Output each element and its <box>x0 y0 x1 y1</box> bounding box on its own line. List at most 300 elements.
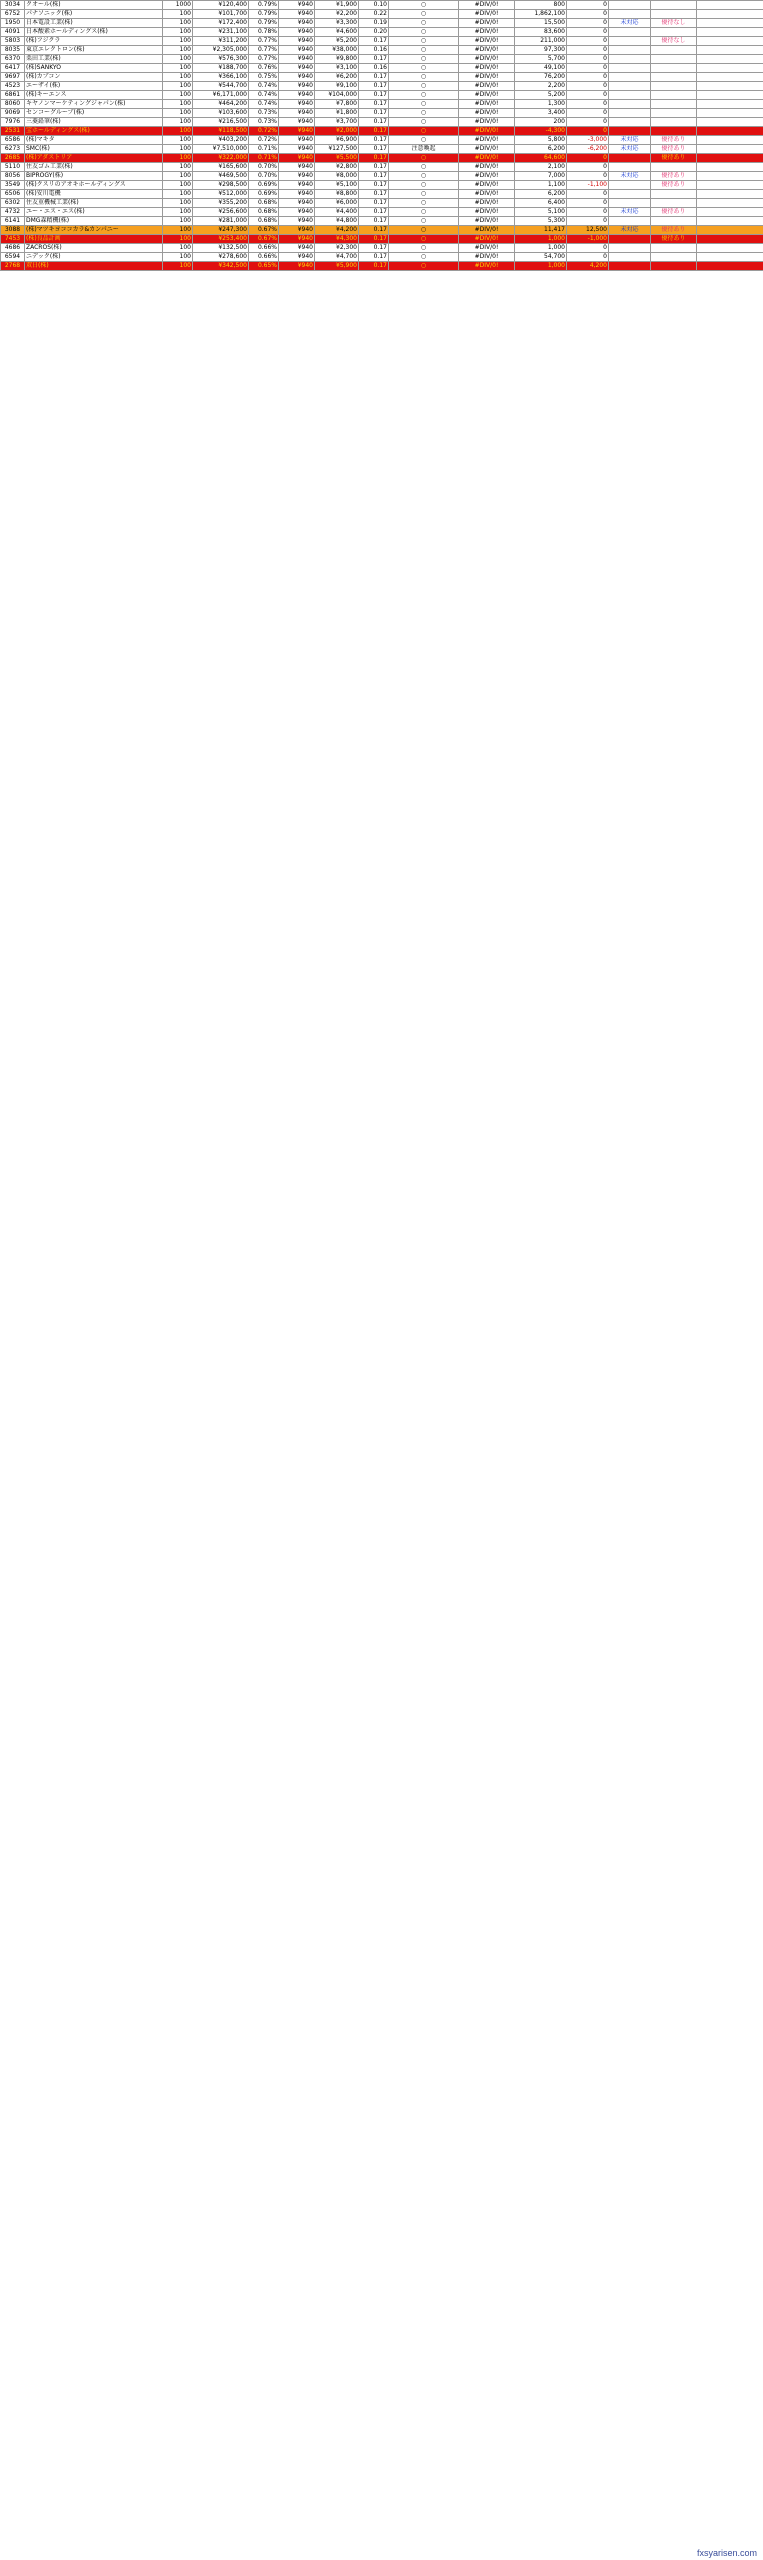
cell-v1: 5,200 <box>515 91 567 100</box>
table-row <box>1 10 763 19</box>
cell-mark: ○ <box>389 217 459 226</box>
cell-blank <box>697 253 763 262</box>
cell-unit: 100 <box>163 73 193 82</box>
cell-v1: 3,400 <box>515 109 567 118</box>
cell-name: SMC(株) <box>25 145 163 154</box>
cell-unit: 100 <box>163 244 193 253</box>
cell-cost: ¥5,200 <box>315 37 359 46</box>
cell-cost: ¥4,200 <box>315 226 359 235</box>
cell-v1: 11,417 <box>515 226 567 235</box>
cell-flag <box>609 82 651 91</box>
table-row <box>1 1 763 10</box>
cell-prem: 0.17 <box>359 244 389 253</box>
cell-blank <box>697 91 763 100</box>
cell-cost: ¥8,000 <box>315 172 359 181</box>
cell-ref: #DIV/0! <box>459 1 515 10</box>
cell-mark: ○ <box>389 46 459 55</box>
cell-rate: 0.74% <box>249 91 279 100</box>
cell-name: (株)安川電機 <box>25 190 163 199</box>
cell-unit: 100 <box>163 100 193 109</box>
cell-blank <box>697 208 763 217</box>
cell-mark: ○ <box>389 118 459 127</box>
cell-prem: 0.19 <box>359 19 389 28</box>
cell-fee: ¥940 <box>279 199 315 208</box>
cell-price: ¥366,100 <box>193 73 249 82</box>
cell-cost: ¥5,900 <box>315 262 359 271</box>
cell-cost: ¥4,300 <box>315 235 359 244</box>
cell-name: センコーグループ(株) <box>25 109 163 118</box>
cell-blank <box>697 181 763 190</box>
cell-unit: 100 <box>163 109 193 118</box>
cell-cost: ¥2,300 <box>315 244 359 253</box>
cell-v1: 49,100 <box>515 64 567 73</box>
table-row <box>1 253 763 262</box>
cell-ref: #DIV/0! <box>459 109 515 118</box>
cell-code: 8056 <box>1 172 25 181</box>
cell-code: 8035 <box>1 46 25 55</box>
cell-fee: ¥940 <box>279 10 315 19</box>
cell-mark: 注意喚起 <box>389 145 459 154</box>
cell-price: ¥355,200 <box>193 199 249 208</box>
cell-rate: 0.78% <box>249 28 279 37</box>
cell-fee: ¥940 <box>279 19 315 28</box>
cell-blank <box>697 28 763 37</box>
cell-note <box>651 10 697 19</box>
cell-note <box>651 127 697 136</box>
cell-prem: 0.17 <box>359 154 389 163</box>
cell-v2: 0 <box>567 37 609 46</box>
cell-rate: 0.67% <box>249 235 279 244</box>
cell-note <box>651 91 697 100</box>
cell-mark: ○ <box>389 19 459 28</box>
cell-unit: 100 <box>163 55 193 64</box>
cell-name: 住友ゴム工業(株) <box>25 163 163 172</box>
cell-mark: ○ <box>389 100 459 109</box>
table-row <box>1 217 763 226</box>
watermark: fxsyarisen.com <box>696 2548 757 2558</box>
cell-name: ユー・エス・エス(株) <box>25 208 163 217</box>
cell-cost: ¥5,100 <box>315 181 359 190</box>
cell-unit: 100 <box>163 127 193 136</box>
cell-name: キヤノンマーケティングジャパン(株) <box>25 100 163 109</box>
cell-code: 7976 <box>1 118 25 127</box>
cell-fee: ¥940 <box>279 82 315 91</box>
cell-fee: ¥940 <box>279 1 315 10</box>
cell-v2: 0 <box>567 244 609 253</box>
cell-note: 優待あり <box>651 154 697 163</box>
cell-name: (株)良品計画 <box>25 235 163 244</box>
cell-cost: ¥1,800 <box>315 109 359 118</box>
cell-unit: 100 <box>163 235 193 244</box>
cell-code: 9069 <box>1 109 25 118</box>
cell-mark: ○ <box>389 55 459 64</box>
cell-fee: ¥940 <box>279 163 315 172</box>
cell-cost: ¥2,000 <box>315 127 359 136</box>
cell-rate: 0.71% <box>249 154 279 163</box>
cell-rate: 0.77% <box>249 46 279 55</box>
cell-unit: 100 <box>163 163 193 172</box>
cell-code: 2531 <box>1 127 25 136</box>
cell-blank <box>697 145 763 154</box>
cell-mark: ○ <box>389 244 459 253</box>
cell-fee: ¥940 <box>279 262 315 271</box>
cell-fee: ¥940 <box>279 100 315 109</box>
table-row <box>1 226 763 235</box>
cell-unit: 100 <box>163 118 193 127</box>
cell-prem: 0.17 <box>359 136 389 145</box>
cell-v2: 4,200 <box>567 262 609 271</box>
cell-rate: 0.70% <box>249 163 279 172</box>
cell-flag: 未対応 <box>609 172 651 181</box>
cell-rate: 0.68% <box>249 208 279 217</box>
cell-unit: 100 <box>163 172 193 181</box>
cell-unit: 100 <box>163 190 193 199</box>
cell-cost: ¥38,000 <box>315 46 359 55</box>
table-row <box>1 208 763 217</box>
cell-price: ¥118,500 <box>193 127 249 136</box>
cell-price: ¥103,600 <box>193 109 249 118</box>
cell-name: 宝ホールディングス(株) <box>25 127 163 136</box>
cell-ref: #DIV/0! <box>459 100 515 109</box>
cell-v2: 0 <box>567 208 609 217</box>
cell-fee: ¥940 <box>279 127 315 136</box>
cell-rate: 0.79% <box>249 19 279 28</box>
cell-price: ¥278,600 <box>193 253 249 262</box>
cell-code: 1950 <box>1 19 25 28</box>
cell-price: ¥6,171,000 <box>193 91 249 100</box>
cell-ref: #DIV/0! <box>459 82 515 91</box>
cell-cost: ¥3,100 <box>315 64 359 73</box>
table-row <box>1 172 763 181</box>
cell-prem: 0.17 <box>359 181 389 190</box>
cell-name: (株)カプコン <box>25 73 163 82</box>
cell-note <box>651 82 697 91</box>
cell-mark: ○ <box>389 262 459 271</box>
cell-rate: 0.66% <box>249 253 279 262</box>
cell-v1: 800 <box>515 1 567 10</box>
cell-prem: 0.17 <box>359 109 389 118</box>
cell-v1: 6,200 <box>515 190 567 199</box>
cell-prem: 0.17 <box>359 226 389 235</box>
cell-rate: 0.69% <box>249 190 279 199</box>
cell-code: 2768 <box>1 262 25 271</box>
cell-blank <box>697 19 763 28</box>
cell-cost: ¥3,700 <box>315 118 359 127</box>
cell-unit: 100 <box>163 19 193 28</box>
cell-flag <box>609 127 651 136</box>
cell-unit: 100 <box>163 199 193 208</box>
cell-ref: #DIV/0! <box>459 199 515 208</box>
cell-flag <box>609 64 651 73</box>
cell-v1: 97,300 <box>515 46 567 55</box>
cell-note <box>651 1 697 10</box>
cell-flag: 未対応 <box>609 226 651 235</box>
cell-v2: 0 <box>567 46 609 55</box>
cell-price: ¥281,000 <box>193 217 249 226</box>
cell-fee: ¥940 <box>279 118 315 127</box>
cell-rate: 0.71% <box>249 145 279 154</box>
cell-blank <box>697 244 763 253</box>
cell-rate: 0.68% <box>249 199 279 208</box>
cell-mark: ○ <box>389 190 459 199</box>
cell-cost: ¥2,200 <box>315 10 359 19</box>
cell-flag <box>609 55 651 64</box>
cell-code: 6506 <box>1 190 25 199</box>
cell-note <box>651 118 697 127</box>
cell-note: 優待あり <box>651 172 697 181</box>
cell-note: 優待あり <box>651 136 697 145</box>
cell-note <box>651 262 697 271</box>
cell-mark: ○ <box>389 208 459 217</box>
cell-blank <box>697 118 763 127</box>
cell-cost: ¥5,500 <box>315 154 359 163</box>
cell-mark: ○ <box>389 10 459 19</box>
cell-v2: 0 <box>567 217 609 226</box>
cell-code: 8060 <box>1 100 25 109</box>
cell-note <box>651 28 697 37</box>
cell-unit: 100 <box>163 145 193 154</box>
cell-name: (株)マツキヨココカラ&カンパニー <box>25 226 163 235</box>
cell-unit: 100 <box>163 10 193 19</box>
cell-blank <box>697 127 763 136</box>
cell-flag <box>609 118 651 127</box>
cell-blank <box>697 172 763 181</box>
cell-code: 6594 <box>1 253 25 262</box>
cell-name: エーザイ(株) <box>25 82 163 91</box>
cell-flag <box>609 217 651 226</box>
cell-name: 日本電設工業(株) <box>25 19 163 28</box>
cell-v1: 5,800 <box>515 136 567 145</box>
cell-ref: #DIV/0! <box>459 73 515 82</box>
cell-name: 双日(株) <box>25 262 163 271</box>
cell-mark: ○ <box>389 82 459 91</box>
cell-blank <box>697 64 763 73</box>
cell-name: 栗田工業(株) <box>25 55 163 64</box>
cell-mark: ○ <box>389 73 459 82</box>
cell-v2: -6,200 <box>567 145 609 154</box>
cell-name: (株)キーエンス <box>25 91 163 100</box>
cell-v2: 0 <box>567 253 609 262</box>
cell-note <box>651 46 697 55</box>
cell-note <box>651 109 697 118</box>
cell-fee: ¥940 <box>279 172 315 181</box>
cell-price: ¥256,600 <box>193 208 249 217</box>
cell-ref: #DIV/0! <box>459 253 515 262</box>
cell-flag: 未対応 <box>609 145 651 154</box>
cell-ref: #DIV/0! <box>459 244 515 253</box>
cell-cost: ¥7,800 <box>315 100 359 109</box>
cell-prem: 0.17 <box>359 262 389 271</box>
cell-note: 優待あり <box>651 226 697 235</box>
cell-note: 優待あり <box>651 208 697 217</box>
cell-name: DMG森精機(株) <box>25 217 163 226</box>
cell-mark: ○ <box>389 154 459 163</box>
cell-v2: 0 <box>567 73 609 82</box>
cell-price: ¥544,700 <box>193 82 249 91</box>
cell-unit: 100 <box>163 253 193 262</box>
cell-code: 5803 <box>1 37 25 46</box>
cell-fee: ¥940 <box>279 46 315 55</box>
cell-flag <box>609 181 651 190</box>
cell-v2: 0 <box>567 118 609 127</box>
cell-flag <box>609 1 651 10</box>
cell-cost: ¥9,100 <box>315 82 359 91</box>
cell-fee: ¥940 <box>279 145 315 154</box>
cell-price: ¥464,200 <box>193 100 249 109</box>
cell-flag <box>609 262 651 271</box>
cell-ref: #DIV/0! <box>459 190 515 199</box>
cell-fee: ¥940 <box>279 226 315 235</box>
cell-blank <box>697 217 763 226</box>
cell-price: ¥253,400 <box>193 235 249 244</box>
cell-v2: 0 <box>567 82 609 91</box>
cell-ref: #DIV/0! <box>459 91 515 100</box>
cell-cost: ¥6,900 <box>315 136 359 145</box>
cell-rate: 0.65% <box>249 262 279 271</box>
cell-v1: 1,100 <box>515 181 567 190</box>
cell-prem: 0.17 <box>359 172 389 181</box>
cell-code: 6417 <box>1 64 25 73</box>
cell-rate: 0.79% <box>249 1 279 10</box>
cell-unit: 100 <box>163 154 193 163</box>
cell-name: ニデック(株) <box>25 253 163 262</box>
cell-rate: 0.68% <box>249 217 279 226</box>
cell-flag <box>609 244 651 253</box>
cell-price: ¥469,500 <box>193 172 249 181</box>
cell-flag <box>609 28 651 37</box>
cell-rate: 0.70% <box>249 172 279 181</box>
cell-rate: 0.74% <box>249 100 279 109</box>
cell-mark: ○ <box>389 235 459 244</box>
cell-code: 6752 <box>1 10 25 19</box>
cell-code: 3549 <box>1 181 25 190</box>
cell-rate: 0.73% <box>249 109 279 118</box>
table-body <box>1 1 763 271</box>
cell-mark: ○ <box>389 199 459 208</box>
cell-v2: 0 <box>567 100 609 109</box>
cell-note <box>651 190 697 199</box>
cell-fee: ¥940 <box>279 136 315 145</box>
cell-unit: 100 <box>163 91 193 100</box>
cell-unit: 100 <box>163 64 193 73</box>
cell-prem: 0.16 <box>359 64 389 73</box>
cell-v1: 6,200 <box>515 145 567 154</box>
cell-name: (株)フジクラ <box>25 37 163 46</box>
cell-rate: 0.72% <box>249 127 279 136</box>
cell-v2: 12,500 <box>567 226 609 235</box>
cell-blank <box>697 154 763 163</box>
cell-fee: ¥940 <box>279 28 315 37</box>
table-row <box>1 28 763 37</box>
table-row <box>1 244 763 253</box>
cell-v1: 2,200 <box>515 82 567 91</box>
cell-rate: 0.74% <box>249 82 279 91</box>
cell-price: ¥231,100 <box>193 28 249 37</box>
cell-v1: -4,300 <box>515 127 567 136</box>
cell-v1: 54,700 <box>515 253 567 262</box>
cell-unit: 100 <box>163 208 193 217</box>
cell-fee: ¥940 <box>279 208 315 217</box>
cell-mark: ○ <box>389 253 459 262</box>
cell-rate: 0.73% <box>249 118 279 127</box>
cell-cost: ¥3,300 <box>315 19 359 28</box>
cell-fee: ¥940 <box>279 109 315 118</box>
cell-price: ¥311,200 <box>193 37 249 46</box>
cell-fee: ¥940 <box>279 190 315 199</box>
cell-v1: 7,000 <box>515 172 567 181</box>
cell-v2: -1,000 <box>567 235 609 244</box>
cell-v1: 5,700 <box>515 55 567 64</box>
cell-rate: 0.77% <box>249 37 279 46</box>
cell-v2: -3,000 <box>567 136 609 145</box>
cell-blank <box>697 37 763 46</box>
cell-rate: 0.76% <box>249 64 279 73</box>
cell-note <box>651 244 697 253</box>
cell-code: 6273 <box>1 145 25 154</box>
cell-ref: #DIV/0! <box>459 172 515 181</box>
table-row <box>1 262 763 271</box>
cell-fee: ¥940 <box>279 64 315 73</box>
cell-v1: 76,200 <box>515 73 567 82</box>
cell-ref: #DIV/0! <box>459 181 515 190</box>
cell-blank <box>697 55 763 64</box>
cell-blank <box>697 163 763 172</box>
cell-name: 住友重機械工業(株) <box>25 199 163 208</box>
cell-blank <box>697 235 763 244</box>
cell-v2: 0 <box>567 172 609 181</box>
cell-ref: #DIV/0! <box>459 136 515 145</box>
cell-blank <box>697 82 763 91</box>
cell-unit: 100 <box>163 46 193 55</box>
cell-name: 東京エレクトロン(株) <box>25 46 163 55</box>
cell-v2: 0 <box>567 28 609 37</box>
cell-price: ¥403,200 <box>193 136 249 145</box>
cell-price: ¥101,700 <box>193 10 249 19</box>
table-row <box>1 163 763 172</box>
cell-price: ¥120,400 <box>193 1 249 10</box>
cell-unit: 1000 <box>163 1 193 10</box>
cell-ref: #DIV/0! <box>459 10 515 19</box>
cell-name: クオール(株) <box>25 1 163 10</box>
table-row <box>1 127 763 136</box>
cell-flag <box>609 163 651 172</box>
cell-note: 優待なし <box>651 37 697 46</box>
cell-blank <box>697 136 763 145</box>
cell-v2: 0 <box>567 91 609 100</box>
cell-v2: -1,100 <box>567 181 609 190</box>
table-row <box>1 91 763 100</box>
cell-ref: #DIV/0! <box>459 55 515 64</box>
cell-mark: ○ <box>389 1 459 10</box>
cell-code: 9697 <box>1 73 25 82</box>
cell-prem: 0.17 <box>359 37 389 46</box>
cell-rate: 0.69% <box>249 181 279 190</box>
cell-price: ¥322,000 <box>193 154 249 163</box>
table-row <box>1 118 763 127</box>
cell-mark: ○ <box>389 163 459 172</box>
table-row <box>1 145 763 154</box>
cell-note <box>651 55 697 64</box>
cell-v1: 83,600 <box>515 28 567 37</box>
cell-price: ¥576,300 <box>193 55 249 64</box>
cell-v2: 0 <box>567 10 609 19</box>
cell-fee: ¥940 <box>279 217 315 226</box>
cell-prem: 0.10 <box>359 1 389 10</box>
cell-prem: 0.17 <box>359 163 389 172</box>
cell-flag: 未対応 <box>609 136 651 145</box>
cell-unit: 100 <box>163 28 193 37</box>
cell-blank <box>697 1 763 10</box>
